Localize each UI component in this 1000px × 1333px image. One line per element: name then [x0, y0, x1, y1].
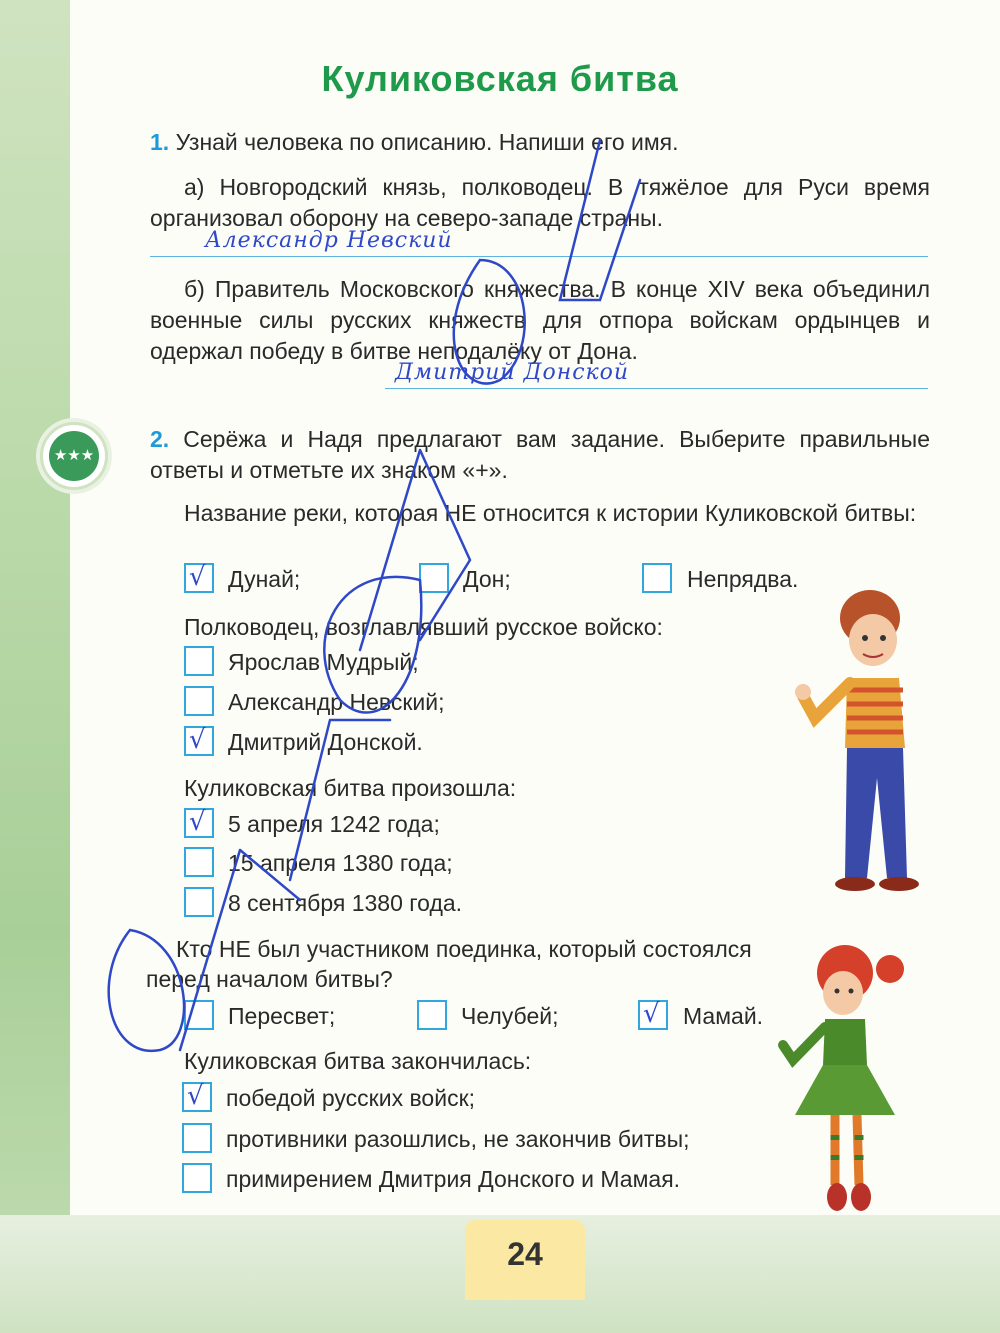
q4-text: Кто НЕ был участником поединка, который состоялся перед началом битвы? [146, 936, 752, 992]
check-mark-icon: √ [189, 807, 206, 837]
page-title: Куликовская битва [321, 58, 679, 99]
q3-checkbox-2[interactable] [184, 847, 214, 877]
q2-text: Полководец, возглавлявший русское войско: [184, 614, 663, 640]
q1-option-1: Дунай; [228, 566, 301, 592]
q4-option-2: Челубей; [461, 1003, 559, 1029]
check-mark-icon: √ [189, 562, 206, 592]
task1-heading [150, 126, 679, 158]
q4-checkbox-3[interactable] [638, 1000, 668, 1030]
task2-heading [150, 424, 930, 486]
q5-option-3: примирением Дмитрия Донского и Мамая. [226, 1166, 681, 1192]
task1-prompt: Узнай человека по описанию. Напиши его имя. [175, 129, 679, 155]
task1-b-text: б) Правитель Московского княжества. В конце XIV века объединил военные силы русских княжеств для отпора войскам ордынцев и одержал победу в битве неподалёку от Дона. [150, 276, 930, 364]
q3-option-3: 8 сентября 1380 года. [228, 890, 463, 916]
q3-checkbox-1[interactable] [184, 808, 214, 838]
q1-option-2: Дон; [463, 566, 511, 592]
q3-option-2: 15 апреля 1380 года; [228, 850, 453, 876]
q1-checkbox-1[interactable] [184, 563, 214, 593]
q3-checkbox-3[interactable] [184, 887, 214, 917]
check-mark-icon: √ [189, 725, 206, 755]
check-mark-icon: √ [187, 1081, 204, 1111]
q3-text: Куликовская битва произошла: [184, 775, 517, 801]
task1-a-answer[interactable]: Александр Невский [205, 228, 453, 253]
q2-option-2: Александр Невский; [228, 689, 445, 715]
q5-checkbox-1[interactable] [182, 1082, 212, 1112]
task2-number: 2. [150, 426, 170, 452]
q1-option-3: Непрядва. [687, 566, 799, 592]
check-mark-icon: √ [643, 999, 660, 1029]
task2-prompt: Серёжа и Надя предлагают вам задание. Выберите правильные ответы и отметьте их знаком «+». [150, 426, 930, 483]
q1-checkbox-2[interactable] [419, 563, 449, 593]
q4-checkbox-2[interactable] [417, 1000, 447, 1030]
q4-option-3: Мамай. [683, 1003, 764, 1029]
task1-a-text: а) Новгородский князь, полководец. В тяжёлое для Руси время организовал оборону на северо-западе страны. [150, 174, 930, 231]
task1-a-answer-line [150, 256, 928, 257]
girl-illustration [775, 935, 925, 1215]
task1-b-answer-line [385, 388, 928, 389]
q2-checkbox-1[interactable] [184, 646, 214, 676]
q5-text: Куликовская битва закончилась: [184, 1048, 532, 1074]
q1-text: Название реки, которая НЕ относится к истории Куликовской битвы: [184, 500, 917, 526]
q1-checkbox-3[interactable] [642, 563, 672, 593]
page-number-tab [465, 1220, 585, 1300]
q3-option-1: 5 апреля 1242 года; [228, 811, 440, 837]
q5-checkbox-3[interactable] [182, 1163, 212, 1193]
q2-checkbox-3[interactable] [184, 726, 214, 756]
q4-option-1: Пересвет; [228, 1003, 336, 1029]
q5-checkbox-2[interactable] [182, 1123, 212, 1153]
q2-option-1: Ярослав Мудрый; [228, 649, 419, 675]
stars-badge-icon: ★★★ [40, 422, 108, 490]
page-number: 24 [507, 1236, 543, 1272]
task1-number: 1. [150, 129, 170, 155]
q5-option-2: противники разошлись, не закончив битвы; [226, 1126, 690, 1152]
q4-checkbox-1[interactable] [184, 1000, 214, 1030]
q2-option-3: Дмитрий Донской. [228, 729, 423, 755]
task1-b-answer[interactable]: Дмитрий Донской [395, 360, 630, 385]
q5-option-1: победой русских войск; [226, 1085, 476, 1111]
left-margin-band [0, 0, 70, 1333]
q2-checkbox-2[interactable] [184, 686, 214, 716]
boy-illustration [795, 578, 935, 898]
